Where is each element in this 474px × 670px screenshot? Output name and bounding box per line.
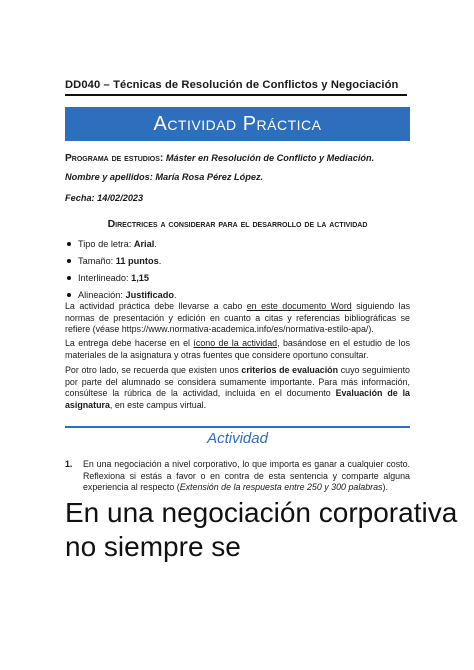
p3-text-a: Por otro lado, se recuerda que existen unos: [65, 365, 242, 375]
actividad-heading: Actividad: [207, 430, 268, 447]
item-value: 1,15: [131, 273, 150, 283]
list-item: [65, 270, 177, 287]
answer-text[interactable]: En una negociación corporativa no siempre se: [65, 497, 458, 562]
nombre-line: Nombre y apellidos: María Rosa Pérez López.: [65, 172, 264, 182]
list-item: [65, 253, 177, 270]
course-title: DD040 – Técnicas de Resolución de Conflictos y Negociación: [65, 79, 407, 96]
p3-bold-criterios: criterios de evaluación: [241, 365, 339, 375]
p3-text-c: , en este campus virtual.: [109, 399, 207, 410]
item-end: .: [154, 239, 157, 249]
p3-text-b: cuyo seguimiento por parte del alumnado se considera sumamente importante. Para más información, consúltese la rúbrica de la actividad, incluida en el documento: [65, 365, 410, 399]
p1-text-a: La actividad práctica debe llevarse a cabo: [65, 301, 247, 311]
p2-text-a: La entrega debe hacerse en el: [65, 338, 194, 348]
list-item: [65, 236, 177, 253]
item-value: Arial: [133, 239, 155, 249]
bullet-icon: [67, 293, 71, 297]
item-end: .: [158, 256, 162, 266]
activity-banner: Actividad Práctica: [65, 107, 410, 141]
item-end: .: [174, 290, 177, 300]
paragraph-entrega: [65, 338, 410, 361]
item-value: 11 puntos: [115, 256, 159, 266]
p1-link[interactable]: en este documento Word: [246, 301, 352, 311]
item-label: Tipo de letra:: [78, 239, 134, 249]
programa-line: [65, 153, 374, 164]
item-value: Justificado: [125, 290, 174, 300]
p2-link[interactable]: ícono de la actividad: [193, 338, 278, 348]
item-label: Tamaño:: [78, 256, 116, 266]
question-text-block: [83, 459, 410, 494]
directrices-list: [65, 236, 177, 304]
question-number: 1.: [65, 459, 73, 469]
bullet-icon: [67, 242, 71, 246]
p2-text-b: , basándose en el estudio de los materiales de la asignatura y otras fuentes que considere oportuno consultar.: [65, 338, 410, 360]
bullet-icon: [67, 276, 71, 280]
programa-label: Programa de estudios:: [65, 153, 164, 164]
question-text: En una negociación a nivel corporativo, lo que importa es ganar a cualquier costo. Reflexiona si estás a favor o en contra de esta sentencia y comparte alguna experiencia al respecto (: [83, 459, 410, 493]
fecha-line: Fecha: 14/02/2023: [65, 193, 144, 203]
directrices-heading: Directrices a considerar para el desarrollo de la actividad: [107, 218, 368, 230]
bullet-icon: [67, 259, 71, 263]
p3-bold-evaluacion: Evaluación de la asignatura: [65, 388, 410, 410]
paragraph-criterios: [65, 365, 410, 411]
question-end: ).: [382, 482, 388, 493]
item-label: Interlineado:: [78, 273, 132, 283]
paragraph-formato: [65, 301, 410, 336]
question-1: [65, 459, 410, 494]
item-label: Alineación:: [78, 290, 126, 300]
programa-value: Máster en Resolución de Conflicto y Mediación.: [165, 153, 375, 163]
question-note: Extensión de la respuesta entre 250 y 300 palabras: [179, 482, 383, 493]
section-divider: [65, 426, 410, 428]
p1-text-b: siguiendo las normas de presentación y edición en cuanto a citas y referencias bibliográficas se refiere (véase https://www.normativa-academica.info/es/normativa-estilo-apa/).: [65, 301, 411, 335]
